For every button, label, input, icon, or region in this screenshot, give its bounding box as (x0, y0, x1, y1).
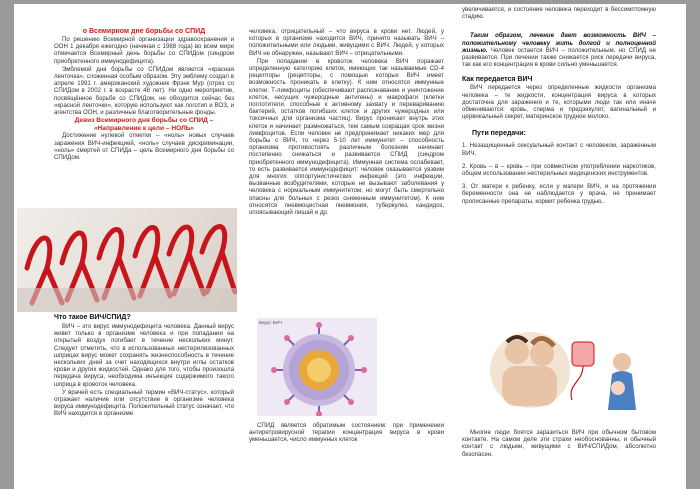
transmission-route-1: 1. Незащищенный сексуальный контакт с человеком, зараженным ВИЧ. (462, 142, 656, 157)
section-title-world-aids-day: о Всемирном дне борьбы со СПИД (82, 28, 206, 35)
column-1 (54, 4, 234, 162)
ribbon-icon (17, 208, 237, 312)
couple-mother-icon (472, 322, 652, 422)
paragraph: Многие люди боятся заразиться ВИЧ при обычном бытовом контакте. На самом деле эти страхи необоснованны, и обычный контакт с людьми, живущими с ВИЧ/СПИДом, абсолютно безопасен. (462, 429, 656, 458)
brochure-page (14, 4, 686, 489)
column-2-lower (249, 422, 444, 445)
column-3-lower (462, 429, 656, 459)
paragraph: ВИЧ – это вирус иммунодефицита человека. Данный вирус живет только в организме человека и при попадании на открытый воздух погибает в течение нескольких минут. Следует отметить, что в использованных нестерилизованных шприцах вирус может сохранять жизнеспособность в течение нескольких дней за счет находящихся внутри иглы остатков крови и других жидкостей. Однако для того, чтобы произошла передача вируса, необходима инъекция содержимого такого шприца в кровоток человека. (54, 323, 234, 388)
paragraph: Достижение нулевой отметки – «ноль» новых случаев заражения ВИЧ-инфекцией, «ноль» случаев дискриминации, «ноль» смертей от СПИДа – цель Всемирного дня борьбы со СПИДом. (54, 132, 234, 162)
motto-heading: Девиз Всемирного дня борьбы со СПИД – «Направление к цели – НОЛЬ» (74, 117, 214, 132)
paragraph: У врачей есть специальный термин «ВИЧ-статус», который отражает наличие или отсутствие в организме человека вируса иммунодефицита. Положительный статус означает, что ВИЧ находится в организме (54, 388, 234, 418)
virus-caption: Вирус ВИЧ (259, 320, 282, 325)
transmission-illustration (472, 322, 652, 422)
paragraph: СПИД является обратимым состоянием: при применении антиретровирусной терапии концентрация вируса в крови уменьшается, число иммунных клеток (249, 422, 444, 444)
paragraph: увеличивается, и состояние человека переходит в бессимптомную стадию. (462, 6, 656, 21)
section-title-what-is-hiv: Что такое ВИЧ/СПИД? (54, 314, 131, 321)
column-2 (249, 4, 444, 217)
red-ribbons-photo (17, 208, 237, 312)
paragraph: Эмблемой дня борьбы со СПИДом является «красная ленточка», сложенная особым образом. Эту эмблему создал в апреле 1991 г. американский художник Фрэнк Мур (отрез со СПИДом в 2002 г. в возрасте 48 лет). Ни одно мероприятие, посвящённое борьбе со СПИДом, не обходится сейчас без «красной ленточки», которую используют как логотип и ВОЗ, и агентства ООН, и различные благотворительные фонды. (54, 65, 234, 117)
paragraph: Человек остается ВИЧ – положительным, но СПИД не развивается. При лечении также снижается риск передачи вируса, так как его концентрация в крови сильно уменьшается. (462, 46, 656, 69)
transmission-route-3: 3. От матери к ребенку, если у матери ВИЧ, и на протяжении беременности она не наблюдается у врача, не принимает прописанные препараты, кормит ребенка грудью.. (462, 183, 656, 205)
paragraph: ВИЧ передается через определенные жидкости организма человека – те жидкости, концентрация вируса в которых достаточна для заражения и те, которыми люди так или иначе обмениваются: кровь, сперма и предэякулят, вагинальный и цервикальный секрет, материнское грудное молоко. (462, 84, 656, 121)
virus-icon (257, 318, 377, 416)
section-title-transmission: Как передается ВИЧ (462, 76, 533, 84)
conclusion-emphasis: Таким образом, лечение дает возможность ВИЧ – положительному человеку жить долгой и полноценной жизнью. (462, 32, 656, 54)
column-3 (462, 4, 656, 206)
transmission-route-2: 2. Кровь – в – кровь – при совместном употреблении наркотиков, общем использовании нестерильных медицинских инструментов. (462, 162, 656, 178)
hiv-virus-illustration (257, 318, 377, 416)
paragraph: При попадании в кровоток человека ВИЧ поражает определенную категорию клеток, имеющих так называемые CD-4 рецепторы (рецепторы, с помощью которых ВИЧ имеет возможность проникать в клетку). К ним относятся иммунные клетки: Т-лимфоциты (обеспечивают распознавание и уничтожение клеток, несущих чужеродные антигены) и макрофаги (клетки поглотители, способные к активному захвату и перевариванию бактерий, остатков погибших клеток и других чужеродных или токсичных для организма частиц). Вирус проникает внутрь этих клеток и начинает размножаться, тем самым сокращая срок жизни лимфоцитов. Если человек не предпринимает никаких мер для борьбы с ВИЧ, то через 5-10 лет иммунитет – способность организма противостоять различным болезням начинает постепенно снижаться и развивается СПИД (синдром приобретенного иммунодефицита). Иммунная система ослабевает, то есть развивается иммунодефицит: человек оказывается уязвим для многих оппортунистических инфекций (это инфекции, вызванные возбудителями, которые не вызывают заболевания у человека с нормальным иммунитетом, но могут быть смертельно опасны для больных с резко сниженным иммунитетом). К ним относятся пневмоцистная пневмония, туберкулез, кандидоз, опоясывающий лишай и др. (249, 57, 444, 217)
column-1-lower (54, 314, 234, 419)
paragraph: По решению Всемирной организации здравоохранения и ООН 1 декабря ежегодно (начиная с 1988 года) во всем мире отмечается Всемирный день борьбы со СПИДом (синдром приобретенного иммунодефицита). (54, 36, 234, 65)
paragraph: человека, отрицательный – что вируса в крови нет. Людей, у которых в организме находится ВИЧ, принято называть ВИЧ – положительными или людьми, живущими с ВИЧ. Людей, у которых ВИЧ не обнаружен, называют ВИЧ – отрицательными. (249, 28, 444, 57)
section-title-routes: Пути передачи: (472, 130, 526, 138)
